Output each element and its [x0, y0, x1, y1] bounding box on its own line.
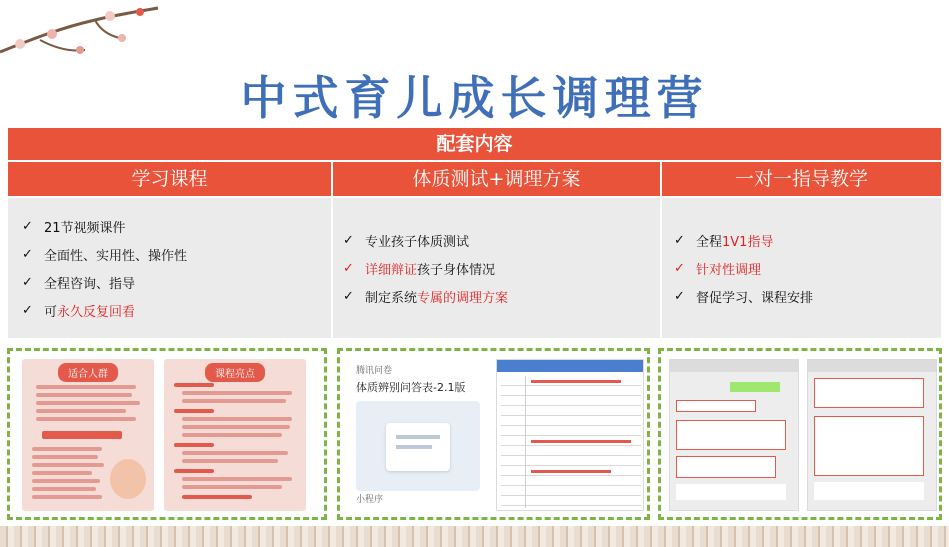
- list-item: ✓ 可 永久反复回看: [22, 302, 136, 320]
- list-item: ✓ 针对性调理: [674, 260, 762, 278]
- constitution-plan-document: [496, 359, 644, 511]
- course-poster-panel: [7, 348, 327, 520]
- list-item: ✓ 详细辩证 孩子身体情况: [343, 260, 496, 278]
- audience-poster: [22, 359, 154, 511]
- tencent-survey-card: [346, 357, 486, 509]
- check-icon: ✓: [674, 288, 685, 304]
- page-title: 中式育儿成长调理营: [240, 71, 709, 125]
- constitution-test-column: [333, 198, 660, 338]
- questionnaire-panel: [337, 348, 650, 520]
- courses-column: [8, 198, 331, 338]
- poster-title: 适合人群: [58, 363, 118, 382]
- section-header: 配套内容: [8, 128, 941, 160]
- list-item: ✓ 制定系统 专属的调理方案: [343, 288, 509, 306]
- poster-title: 课程亮点: [205, 363, 265, 382]
- list-item: ✓ 全面性、实用性、操作性: [22, 246, 188, 264]
- column-heading-courses: 学习课程: [8, 162, 331, 196]
- check-icon: ✓: [343, 288, 354, 304]
- check-icon: ✓: [22, 274, 33, 290]
- survey-preview-image: [356, 401, 480, 491]
- one-on-one-column: [662, 198, 941, 338]
- column-heading-one-on-one: 一对一指导教学: [662, 162, 941, 196]
- mini-program-label: 小程序: [356, 495, 384, 505]
- package-content-table: [8, 128, 941, 338]
- list-item: ✓ 全程咨询、指导: [22, 274, 136, 292]
- chat-screenshot-right: [807, 359, 937, 511]
- list-item: ✓ 专业孩子体质测试: [343, 232, 470, 250]
- check-icon: ✓: [674, 232, 685, 248]
- check-icon: ✓: [22, 218, 33, 234]
- child-illustration: [110, 459, 146, 499]
- check-icon: ✓: [674, 260, 685, 276]
- highlights-poster: [164, 359, 306, 511]
- check-icon: ✓: [22, 246, 33, 262]
- check-icon: ✓: [343, 232, 354, 248]
- list-item: ✓ 督促学习、课程安排: [674, 288, 814, 306]
- questionnaire-title: 体质辨别问答表-2.1版: [356, 381, 466, 394]
- column-heading-constitution-test: 体质测试+调理方案: [333, 162, 660, 196]
- list-item: ✓ 全程 1V1指导: [674, 232, 774, 250]
- bottom-decoration-band: [0, 526, 949, 547]
- chat-screenshot-panel: [658, 348, 942, 520]
- chat-screenshot-left: [669, 359, 799, 511]
- check-icon: ✓: [343, 260, 354, 276]
- list-item: ✓ 21节视频课件: [22, 218, 126, 236]
- plum-branch-decoration: [0, 0, 160, 70]
- check-icon: ✓: [22, 302, 33, 318]
- tencent-app-name: 腾讯问卷: [356, 366, 393, 376]
